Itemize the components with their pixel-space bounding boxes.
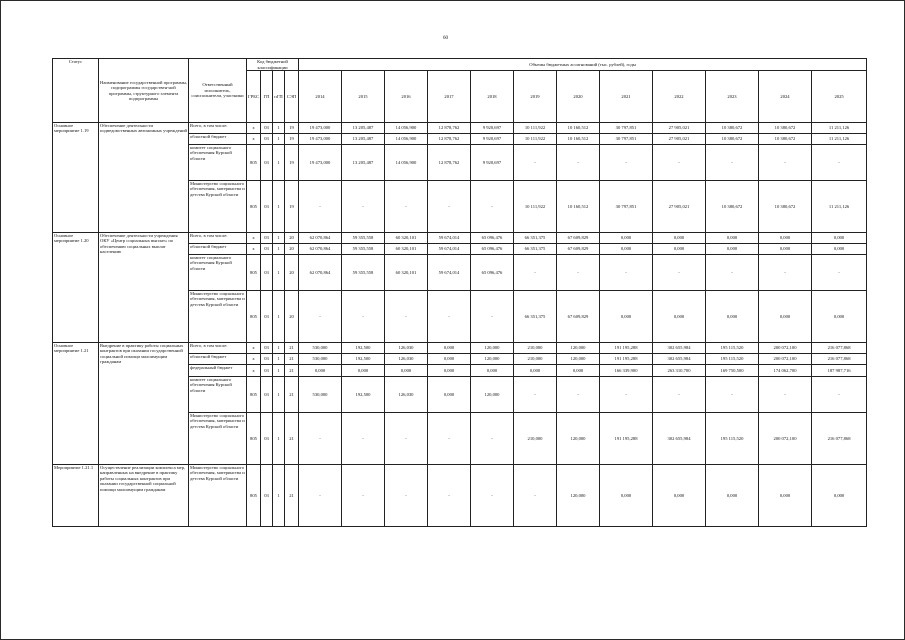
kbk-cell: 1 [273,255,285,291]
value-cell: 10 380,672 [759,134,812,145]
kbk-cell: 1 [273,365,285,377]
value-cell: 19 473,000 [299,145,342,181]
value-cell: 66 351,375 [514,233,557,244]
value-cell: 0,000 [600,244,653,255]
value-cell: 0,000 [653,465,706,527]
value-cell: 11 211,126 [812,123,867,134]
table-row [53,233,867,244]
value-cell: 59 674,014 [428,233,471,244]
value-cell: 10 380,672 [706,134,759,145]
value-cell: 11 211,126 [812,181,867,233]
value-cell: - [759,145,812,181]
value-cell: 30 797,851 [600,181,653,233]
executor-cell: Министерство социального обеспечения, материнства и детства Курской области [189,413,247,465]
value-cell: - [342,465,385,527]
value-cell: 12 878,762 [428,134,471,145]
value-cell: 216 077,868 [812,413,867,465]
value-cell: 0,000 [759,291,812,343]
value-cell: 0,000 [759,244,812,255]
kbk-cell: 21 [285,354,299,365]
value-cell: - [299,413,342,465]
value-cell: 200 072,100 [759,343,812,354]
block-name: Осуществление реализации комплекса мер, направленных на внедрение в практику работы социальных контрактов при оказании государственной социальной помощи малоимущим гражданам [99,465,189,527]
kbk-cell: 20 [285,244,299,255]
value-cell: 62 070,864 [299,255,342,291]
kbk-cell: 805 [247,291,261,343]
value-cell: 0,000 [600,291,653,343]
value-cell: 10 380,672 [759,181,812,233]
value-cell: - [557,255,600,291]
value-cell: 216 077,868 [812,354,867,365]
kbk-cell: 1 [273,244,285,255]
value-cell: 126,030 [385,354,428,365]
value-cell: 19 473,000 [299,123,342,134]
value-cell: 62 070,864 [299,244,342,255]
block-status: Основное мероприятие 1.20 [53,233,99,343]
value-cell: - [706,377,759,413]
executor-cell: федеральный бюджет [189,365,247,377]
page-number: 60 [443,36,448,41]
kbk-cell: х [247,233,261,244]
value-cell: - [471,465,514,527]
header-executor: Ответственный исполнитель, соисполнители, участники [189,59,247,123]
value-cell: - [759,255,812,291]
kbk-cell: х [247,244,261,255]
table-row [53,123,867,134]
value-cell: 59 355,558 [342,244,385,255]
value-cell: 60 320,101 [385,244,428,255]
kbk-cell: 19 [285,134,299,145]
value-cell: 27 905,021 [653,181,706,233]
value-cell: 10 111,922 [514,134,557,145]
value-cell: 10 160,512 [557,181,600,233]
value-cell: - [299,291,342,343]
kbk-cell: 805 [247,377,261,413]
kbk-cell: х [247,134,261,145]
value-cell: 192,500 [342,377,385,413]
value-cell: 0,000 [653,291,706,343]
header-year: 2022 [653,71,706,123]
value-cell: - [600,145,653,181]
value-cell: 0,000 [299,365,342,377]
value-cell: 263 310,700 [653,365,706,377]
table-row [53,343,867,354]
value-cell: 9 920,697 [471,134,514,145]
value-cell: 0,000 [428,343,471,354]
header-year: 2023 [706,71,759,123]
value-cell: - [600,255,653,291]
kbk-cell: 19 [285,123,299,134]
value-cell: - [706,145,759,181]
value-cell: - [706,255,759,291]
kbk-cell: 805 [247,465,261,527]
kbk-cell: 1 [273,123,285,134]
kbk-cell: 03 [261,244,273,255]
value-cell: 210,000 [514,413,557,465]
kbk-cell: 805 [247,413,261,465]
value-cell: 120,000 [557,413,600,465]
value-cell: 210,000 [514,354,557,365]
value-cell: 0,000 [812,465,867,527]
executor-cell: Всего, в том числе: [189,343,247,354]
value-cell: 10 111,922 [514,123,557,134]
value-cell: 0,000 [514,365,557,377]
value-cell: 0,000 [759,233,812,244]
value-cell: 0,000 [385,365,428,377]
value-cell: 530,000 [299,377,342,413]
value-cell: 0,000 [342,365,385,377]
value-cell: 530,000 [299,354,342,365]
kbk-cell: 21 [285,377,299,413]
header-kbk-col: ГРБС [247,71,261,123]
kbk-cell: 21 [285,365,299,377]
header-volumes: Объемы бюджетных ассигнований (тыс. рублей), годы [299,59,867,71]
value-cell: 195 115,520 [706,354,759,365]
header-status: Статус [53,59,99,123]
value-cell: 67 609,829 [557,233,600,244]
kbk-cell: 805 [247,145,261,181]
value-cell: 27 905,021 [653,134,706,145]
value-cell: - [428,413,471,465]
kbk-cell: 1 [273,343,285,354]
value-cell: 192,500 [342,354,385,365]
header-year: 2021 [600,71,653,123]
value-cell: 67 609,829 [557,244,600,255]
value-cell: 10 111,922 [514,181,557,233]
value-cell: 10 160,512 [557,123,600,134]
value-cell: 13 205,487 [342,134,385,145]
value-cell: 166 339,900 [600,365,653,377]
value-cell: 59 674,014 [428,255,471,291]
kbk-cell: 805 [247,181,261,233]
executor-cell: Министерство социального обеспечения, материнства и детства Курской области [189,465,247,527]
value-cell: - [385,465,428,527]
kbk-cell: 1 [273,465,285,527]
value-cell: 195 115,520 [706,343,759,354]
value-cell: 27 905,021 [653,123,706,134]
value-cell: 120,000 [557,343,600,354]
value-cell: 12 878,762 [428,145,471,181]
value-cell: 120,000 [471,343,514,354]
kbk-cell: 20 [285,233,299,244]
value-cell: 10 380,672 [706,123,759,134]
kbk-cell: 03 [261,255,273,291]
value-cell: 10 380,672 [759,123,812,134]
executor-cell: областной бюджет [189,354,247,365]
value-cell: 0,000 [428,365,471,377]
value-cell: 30 797,851 [600,123,653,134]
value-cell: - [514,465,557,527]
value-cell: 0,000 [706,465,759,527]
value-cell: 530,000 [299,343,342,354]
value-cell: 0,000 [600,233,653,244]
value-cell: 200 072,100 [759,354,812,365]
value-cell: 302 655,984 [653,413,706,465]
value-cell: - [600,377,653,413]
value-cell: 60 320,101 [385,255,428,291]
kbk-cell: х [247,365,261,377]
value-cell: - [653,145,706,181]
header-year: 2025 [812,71,867,123]
value-cell: 302 655,984 [653,354,706,365]
kbk-cell: 1 [273,291,285,343]
kbk-cell: 03 [261,343,273,354]
kbk-cell: х [247,343,261,354]
value-cell: 191 195,288 [600,343,653,354]
table-row [53,465,867,527]
kbk-cell: 20 [285,255,299,291]
value-cell: 0,000 [706,244,759,255]
value-cell: - [653,255,706,291]
value-cell: 65 096,476 [471,233,514,244]
value-cell: 66 351,375 [514,244,557,255]
executor-cell: областной бюджет [189,244,247,255]
header-kbk-col: ГП [261,71,273,123]
value-cell: 59 355,558 [342,255,385,291]
value-cell: 120,000 [557,465,600,527]
value-cell: 0,000 [600,465,653,527]
value-cell: 174 062,700 [759,365,812,377]
value-cell: - [557,377,600,413]
block-status: Мероприятие 1.21.1 [53,465,99,527]
kbk-cell: 03 [261,413,273,465]
kbk-cell: 1 [273,145,285,181]
value-cell: 10 380,672 [706,181,759,233]
value-cell: - [428,465,471,527]
value-cell: 14 056,900 [385,145,428,181]
value-cell: 0,000 [706,233,759,244]
value-cell: 0,000 [812,233,867,244]
value-cell: 302 655,984 [653,343,706,354]
block-name: Обеспечение деятельности учреждения ОКУ «Центр социальных выплат» по обеспечению социальных выплат населению [99,233,189,343]
value-cell: 120,000 [471,377,514,413]
value-cell: 126,030 [385,377,428,413]
kbk-cell: 20 [285,291,299,343]
value-cell: 14 056,900 [385,123,428,134]
value-cell: 126,030 [385,343,428,354]
value-cell: 60 320,101 [385,233,428,244]
header-year: 2018 [471,71,514,123]
kbk-cell: 03 [261,181,273,233]
value-cell: - [342,413,385,465]
header-year: 2019 [514,71,557,123]
value-cell: 65 096,476 [471,255,514,291]
value-cell: 169 750,500 [706,365,759,377]
value-cell: 67 609,829 [557,291,600,343]
value-cell: - [428,181,471,233]
value-cell: 0,000 [706,291,759,343]
value-cell: 9 920,697 [471,145,514,181]
budget-table [52,58,867,527]
header-year: 2017 [428,71,471,123]
kbk-cell: 805 [247,255,261,291]
value-cell: 0,000 [812,291,867,343]
kbk-cell: 03 [261,377,273,413]
value-cell: - [385,181,428,233]
value-cell: 0,000 [428,354,471,365]
value-cell: 10 160,512 [557,134,600,145]
kbk-cell: 1 [273,354,285,365]
value-cell: - [299,181,342,233]
header-year: 2015 [342,71,385,123]
kbk-cell: 1 [273,134,285,145]
header-year: 2024 [759,71,812,123]
kbk-cell: 21 [285,343,299,354]
header-name: Наименование государственной программы, подпрограммы государствен-ной программы, структурного элемента подпрограммы [99,59,189,123]
block-status: Основное мероприятие 1.21 [53,343,99,465]
value-cell: 12 878,762 [428,123,471,134]
value-cell: 19 473,000 [299,134,342,145]
kbk-cell: х [247,123,261,134]
value-cell: 0,000 [471,365,514,377]
executor-cell: комитет социального обеспечения Курской области [189,145,247,181]
kbk-cell: 19 [285,145,299,181]
header-year: 2014 [299,71,342,123]
value-cell: - [385,291,428,343]
kbk-cell: 21 [285,413,299,465]
value-cell: 210,000 [514,343,557,354]
value-cell: 59 674,014 [428,244,471,255]
value-cell: 191 195,288 [600,354,653,365]
value-cell: 120,000 [471,354,514,365]
kbk-cell: 03 [261,145,273,181]
value-cell: - [471,291,514,343]
kbk-cell: 03 [261,465,273,527]
value-cell: 11 211,126 [812,134,867,145]
value-cell: - [428,291,471,343]
kbk-cell: 1 [273,181,285,233]
kbk-cell: 03 [261,233,273,244]
value-cell: - [471,181,514,233]
value-cell: - [812,145,867,181]
value-cell: - [514,255,557,291]
value-cell: 13 205,487 [342,145,385,181]
value-cell: 30 797,851 [600,134,653,145]
value-cell: - [342,181,385,233]
value-cell: 65 096,476 [471,244,514,255]
value-cell: 192,500 [342,343,385,354]
value-cell: 200 072,100 [759,413,812,465]
header-year: 2016 [385,71,428,123]
executor-cell: областной бюджет [189,134,247,145]
executor-cell: комитет социального обеспечения Курской области [189,255,247,291]
value-cell: - [471,413,514,465]
value-cell: - [759,377,812,413]
value-cell: 9 920,697 [471,123,514,134]
value-cell: - [812,377,867,413]
kbk-cell: 1 [273,377,285,413]
header-kbk-col: СЭП [285,71,299,123]
value-cell: - [385,413,428,465]
block-status: Основное мероприятие 1.19 [53,123,99,233]
kbk-cell: 03 [261,365,273,377]
header-kbk: Код бюджетной классификации [247,59,299,71]
value-cell: - [299,465,342,527]
block-name: Обеспечение деятельности подведомственных автономных учреждений [99,123,189,233]
value-cell: 0,000 [812,244,867,255]
kbk-cell: 03 [261,134,273,145]
value-cell: 66 351,375 [514,291,557,343]
value-cell: 191 195,288 [600,413,653,465]
value-cell: 195 115,520 [706,413,759,465]
value-cell: - [514,145,557,181]
block-name: Внедрение в практику работы социальных контрактов при оказании государственной социальной помощи малоимущим гражданам [99,343,189,465]
header-year: 2020 [557,71,600,123]
value-cell: 14 056,900 [385,134,428,145]
value-cell: 13 205,487 [342,123,385,134]
kbk-cell: 21 [285,465,299,527]
executor-cell: Всего, в том числе: [189,123,247,134]
value-cell: - [514,377,557,413]
kbk-cell: х [247,354,261,365]
value-cell: 0,000 [557,365,600,377]
kbk-cell: 1 [273,413,285,465]
kbk-cell: 03 [261,291,273,343]
executor-cell: Министерство социального обеспечения, материнства и детства Курской области [189,181,247,233]
kbk-cell: 1 [273,233,285,244]
kbk-cell: 03 [261,123,273,134]
executor-cell: комитет социального обеспечения Курской области [189,377,247,413]
value-cell: 62 070,864 [299,233,342,244]
value-cell: 216 077,868 [812,343,867,354]
value-cell: - [812,255,867,291]
header-kbk-col: пГП [273,71,285,123]
kbk-cell: 19 [285,181,299,233]
value-cell: 0,000 [759,465,812,527]
value-cell: 0,000 [653,244,706,255]
executor-cell: Министерство социального обеспечения, материнства и детства Курской области [189,291,247,343]
kbk-cell: 03 [261,354,273,365]
value-cell: - [342,291,385,343]
value-cell: - [557,145,600,181]
value-cell: 187 987,716 [812,365,867,377]
value-cell: 120,000 [557,354,600,365]
value-cell: 59 355,558 [342,233,385,244]
executor-cell: Всего, в том числе: [189,233,247,244]
value-cell: 0,000 [653,233,706,244]
value-cell: - [653,377,706,413]
value-cell: 0,000 [428,377,471,413]
